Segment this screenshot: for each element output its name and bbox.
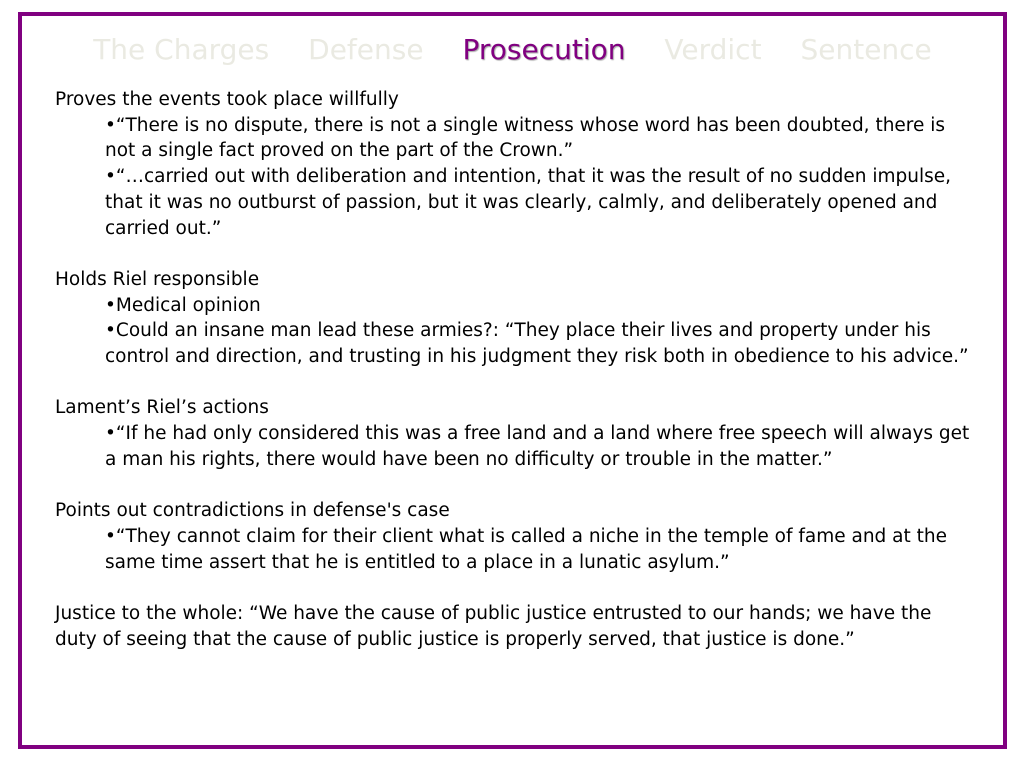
- section-responsible: [55, 267, 975, 370]
- tab-verdict[interactable]: Verdict: [664, 33, 762, 66]
- tab-sentence[interactable]: Sentence: [800, 33, 932, 66]
- tab-defense[interactable]: Defense: [308, 33, 424, 66]
- section-heading: Justice to the whole: “We have the cause of public justice entrusted to our hands; we have the duty of seeing that the cause of public justice is properly served, that justice is done.”: [55, 603, 932, 650]
- section-contradictions: [55, 498, 975, 575]
- bullet-item: •“If he had only considered this was a free land and a land where free speech will always get a man his rights, there would have been no difficulty or trouble in the matter.”: [105, 423, 970, 470]
- tab-prosecution[interactable]: Prosecution: [462, 33, 626, 66]
- bullet-item: •Medical opinion: [105, 294, 261, 316]
- section-willful: [55, 87, 975, 241]
- bullet-item: •“There is no dispute, there is not a single witness whose word has been doubted, there is not a single fact proved on the part of the Crown.”: [105, 114, 946, 162]
- section-heading: Points out contradictions in defense's case: [55, 500, 450, 522]
- section-justice: [55, 601, 975, 652]
- slide-frame: [18, 12, 1007, 749]
- section-heading: Lament’s Riel’s actions: [55, 397, 269, 419]
- bullet-item: •Could an insane man lead these armies?: “They place their lives and property under his control and direction, and trusting in his judgment they risk both in obedience to his advice.”: [105, 320, 969, 368]
- section-heading: Holds Riel responsible: [55, 268, 260, 290]
- bullet-item: •“They cannot claim for their client what is called a niche in the temple of fame and at the same time assert that he is entitled to a place in a lunatic asylum.”: [105, 525, 948, 573]
- section-lament: [55, 395, 975, 472]
- section-heading: Proves the events took place willfully: [55, 89, 399, 110]
- section-nav: [22, 30, 1003, 70]
- bullet-item: •“…carried out with deliberation and intention, that it was the result of no sudden impulse, that it was no outburst of passion, but it was clearly, calmly, and deliberately opened and carried out.”: [105, 166, 952, 239]
- tab-the-charges[interactable]: The Charges: [93, 33, 270, 66]
- slide-content: [55, 87, 975, 652]
